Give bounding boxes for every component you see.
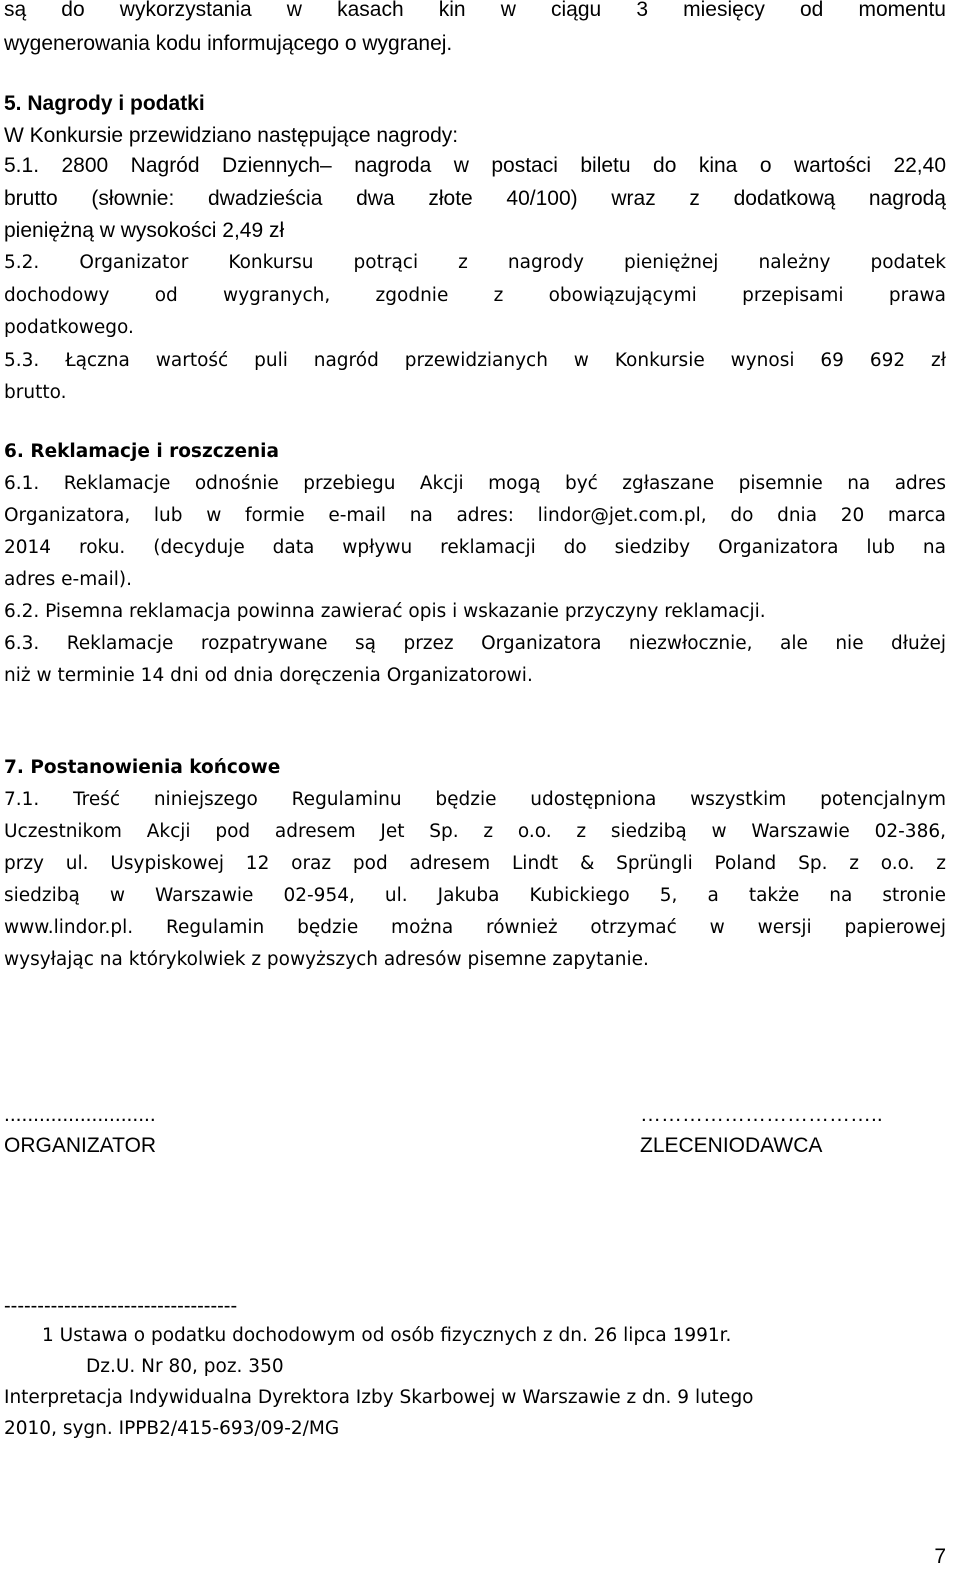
text-line: 5.2. Organizator Konkursu potrąci z nagrody pieniężnej należny podatek xyxy=(4,252,946,273)
footnote-1: 1 Ustawa o podatku dochodowym od osób fizycznych z dn. 26 lipca 1991r. xyxy=(42,1325,732,1346)
text-line: 5.1. 2800 Nagród Dziennych– nagroda w postaci biletu do kina o wartości 22,40 xyxy=(4,154,946,177)
text-line: wysyłając na którykolwiek z powyższych adresów pisemne zapytanie. xyxy=(4,949,649,970)
text-line: dochodowy od wygranych, zgodnie z obowiązującymi przepisami prawa xyxy=(4,285,946,306)
signature-line-zleceniodawca: …………………………….. xyxy=(640,1103,883,1126)
text-line: podatkowego. xyxy=(4,317,134,338)
signature-line-organizator: .......................... xyxy=(4,1103,156,1126)
section-heading: 7. Postanowienia końcowe xyxy=(4,757,281,778)
footnote-separator: ----------------------------------- xyxy=(4,1295,238,1317)
interpretation-line: Interpretacja Indywidualna Dyrektora Izby Skarbowej w Warszawie z dn. 9 lutego xyxy=(4,1387,754,1408)
text-line: niż w terminie 14 dni od dnia doręczenia Organizatorowi. xyxy=(4,665,533,686)
signature-label-zleceniodawca: ZLECENIODAWCA xyxy=(640,1134,823,1157)
text-line: W Konkursie przewidziano następujące nagrody: xyxy=(4,124,459,147)
text-line: wygenerowania kodu informującego o wygranej. xyxy=(4,32,453,55)
interpretation-line: 2010, sygn. IPPB2/415-693/09-2/MG xyxy=(4,1418,340,1439)
text-line: 7.1. Treść niniejszego Regulaminu będzie udostępniona wszystkim potencjalnym xyxy=(4,789,946,810)
text-line: 6.3. Reklamacje rozpatrywane są przez Organizatora niezwłocznie, ale nie dłużej xyxy=(4,633,946,654)
text-line: adres e-mail). xyxy=(4,569,132,590)
text-line: 2014 roku. (decyduje data wpływu reklamacji do siedziby Organizatora lub na xyxy=(4,537,946,558)
text-line: pieniężną w wysokości 2,49 zł xyxy=(4,219,285,242)
page-number: 7 xyxy=(934,1545,946,1568)
section-heading: 5. Nagrody i podatki xyxy=(4,92,205,115)
text-line: są do wykorzystania w kasach kin w ciągu 3 miesięcy od momentu xyxy=(4,0,946,21)
text-line: siedzibą w Warszawie 02-954, ul. Jakuba Kubickiego 5, a także na stronie xyxy=(4,885,946,906)
signature-label-organizator: ORGANIZATOR xyxy=(4,1134,157,1157)
text-line: Organizatora, lub w formie e-mail na adres: lindor@jet.com.pl, do dnia 20 marca xyxy=(4,505,946,526)
text-line: brutto. xyxy=(4,382,67,403)
text-line: 6.1. Reklamacje odnośnie przebiegu Akcji mogą być zgłaszane pisemnie na adres xyxy=(4,473,946,494)
text-line: przy ul. Usypiskowej 12 oraz pod adresem Lindt & Sprüngli Poland Sp. z o.o. z xyxy=(4,853,946,874)
text-line: www.lindor.pl. Regulamin będzie można również otrzymać w wersji papierowej xyxy=(4,917,946,938)
text-line: Uczestnikom Akcji pod adresem Jet Sp. z o.o. z siedzibą w Warszawie 02-386, xyxy=(4,821,946,842)
section-heading: 6. Reklamacje i roszczenia xyxy=(4,441,279,462)
text-line: 5.3. Łączna wartość puli nagród przewidzianych w Konkursie wynosi 69 692 zł xyxy=(4,350,946,371)
text-line: brutto (słownie: dwadzieścia dwa złote 40/100) wraz z dodatkową nagrodą xyxy=(4,187,946,210)
text-line: 6.2. Pisemna reklamacja powinna zawierać opis i wskazanie przyczyny reklamacji. xyxy=(4,601,766,622)
footnote-1-continued: Dz.U. Nr 80, poz. 350 xyxy=(86,1356,284,1377)
